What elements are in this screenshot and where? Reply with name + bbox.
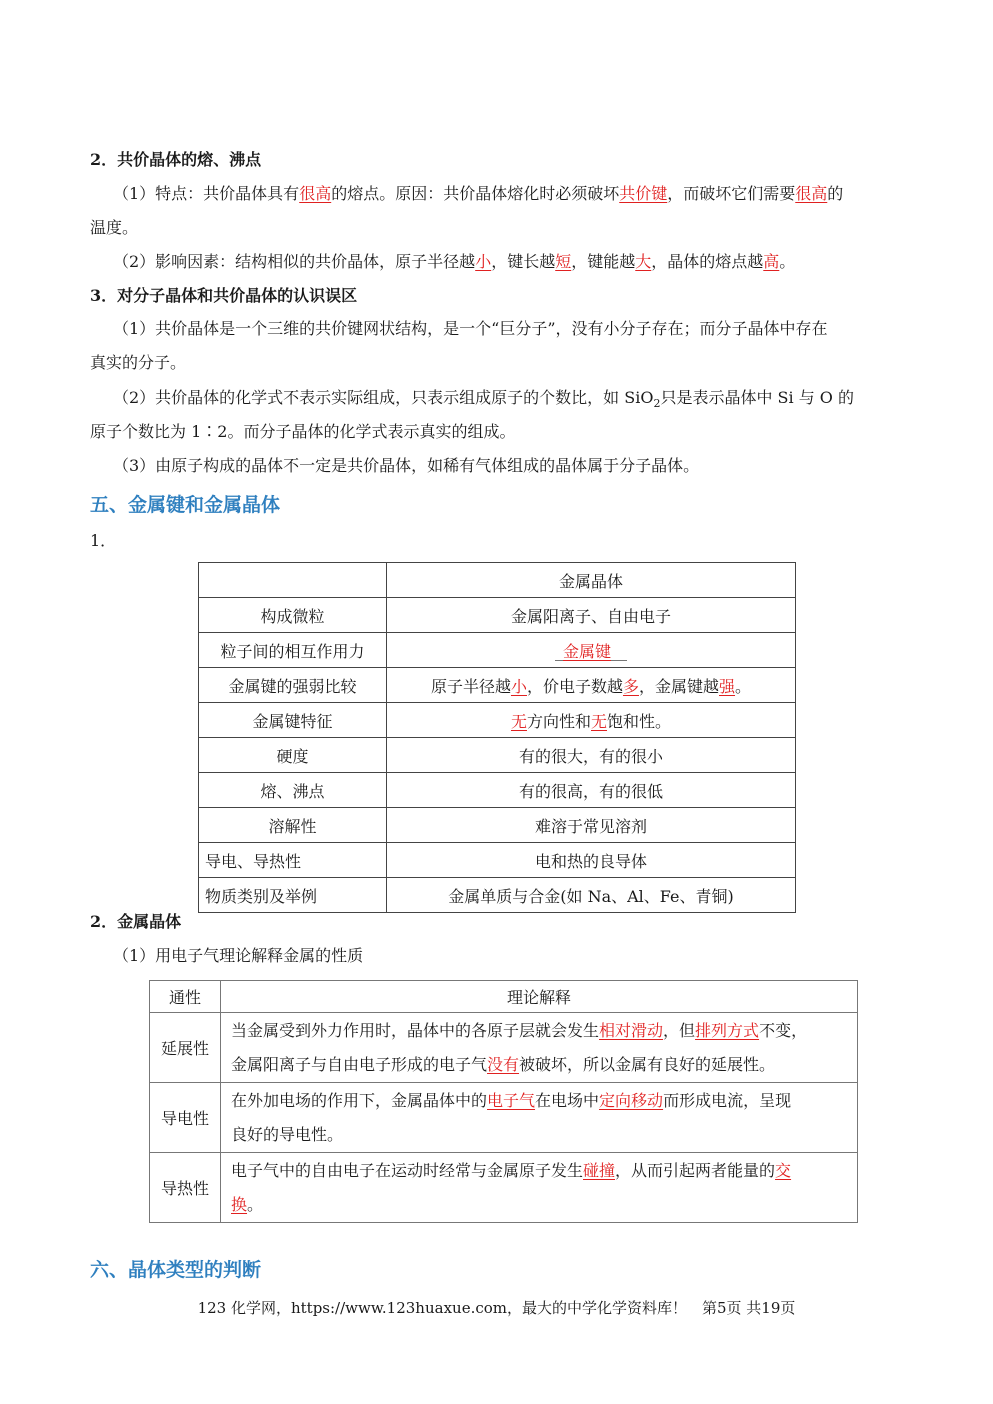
table-row: 金属键特征 无方向性和无饱和性。 xyxy=(199,703,796,738)
section-3-title: 3．对分子晶体和共价晶体的认识误区 xyxy=(90,286,358,305)
section-2-metal-title: 2．金属晶体 xyxy=(90,912,182,931)
answer-blank: 无 xyxy=(510,711,527,731)
electron-gas-table xyxy=(149,980,858,1223)
table-row: 延展性 当金属受到外力作用时，晶体中的各原子层就会发生相对滑动，但排列方式不变， 金属阳离子与自由电子形成的电子气没有被破坏，所以金属有良好的延展性。 xyxy=(150,1013,858,1083)
answer-blank: 碰撞 xyxy=(583,1160,616,1180)
answer-blank: 交 xyxy=(775,1160,792,1180)
answer-blank: 相对滑动 xyxy=(599,1020,664,1040)
paragraph: （1）共价晶体是一个三维的共价键网状结构，是一个“巨分子”，没有小分子存在；而分子晶体中存在 xyxy=(113,319,828,338)
answer-blank: 小 xyxy=(475,252,492,271)
section-heading: 六、晶体类型的判断 xyxy=(90,1259,262,1281)
paragraph-continued: 原子个数比为 1∶2。而分子晶体的化学式表示真实的组成。 xyxy=(90,422,516,441)
table-header-row: 通性 理论解释 xyxy=(150,981,858,1013)
paragraph-continued: 温度。 xyxy=(90,218,139,237)
table-row: 溶解性 难溶于常见溶剂 xyxy=(199,808,796,843)
section-2-title: 2．共价晶体的熔、沸点 xyxy=(90,150,262,169)
paragraph: （1）特点：共价晶体具有很高的熔点。原因：共价晶体熔化时必须破坏共价键，而破坏它们需要很高的 xyxy=(113,184,844,203)
answer-blank: 无 xyxy=(591,711,608,731)
answer-blank: 强 xyxy=(719,676,736,696)
paragraph: （2）影响因素：结构相似的共价晶体，原子半径越小，键长越短，键能越大，晶体的熔点越高。 xyxy=(113,252,796,271)
table-row: 金属键的强弱比较 原子半径越小，价电子数越多，金属键越强。 xyxy=(199,668,796,703)
metal-crystal-table xyxy=(198,562,796,913)
section-heading: 五、金属键和金属晶体 xyxy=(90,494,281,516)
answer-blank: 很高 xyxy=(299,184,332,203)
paragraph: （2）共价晶体的化学式不表示实际组成，只表示组成原子的个数比，如 SiO$_2$只是表示晶体中 Si 与 O 的 xyxy=(113,388,855,410)
subsection-title: （1）用电子气理论解释金属的性质 xyxy=(113,946,364,965)
table-row: 导热性 电子气中的自由电子在运动时经常与金属原子发生碰撞，从而引起两者能量的交 换。 xyxy=(150,1153,858,1223)
table-row: 导电、导热性 电和热的良导体 xyxy=(199,843,796,878)
answer-blank: 小 xyxy=(510,676,527,696)
list-number: 1． xyxy=(90,531,117,550)
table-row: 粒子间的相互作用力 _金属键__ xyxy=(199,633,796,668)
answer-blank: 多 xyxy=(622,676,639,696)
paragraph: （3）由原子构成的晶体不一定是共价晶体，如稀有气体组成的晶体属于分子晶体。 xyxy=(113,456,700,475)
page-footer: 123 化学网，https://www.123huaxue.com，最大的中学化学资料库！ 第5页 共19页 xyxy=(197,1299,796,1317)
answer-blank: 高 xyxy=(763,252,780,271)
paragraph-continued: 真实的分子。 xyxy=(90,353,187,372)
answer-blank: 电子气 xyxy=(487,1090,536,1110)
table-row: 物质类别及举例 金属单质与合金(如 Na、Al、Fe、青铜) xyxy=(199,878,796,913)
table-row: 构成微粒 金属阳离子、自由电子 xyxy=(199,598,796,633)
table-row: 硬度 有的很大，有的很小 xyxy=(199,738,796,773)
answer-blank: 没有 xyxy=(487,1054,520,1074)
answer-blank: 很高 xyxy=(795,184,828,203)
table-row: 金属晶体 xyxy=(199,563,796,598)
answer-blank: 金属键 xyxy=(562,641,611,661)
answer-blank: 短 xyxy=(555,252,572,271)
table-row: 导电性 在外加电场的作用下，金属晶体中的电子气在电场中定向移动而形成电流，呈现 良好的导电性。 xyxy=(150,1083,858,1153)
answer-blank: 大 xyxy=(635,252,652,271)
answer-blank: 换 xyxy=(231,1194,248,1214)
answer-blank: 定向移动 xyxy=(599,1090,664,1110)
answer-blank: 共价键 xyxy=(619,184,668,203)
table-row: 熔、沸点 有的很高，有的很低 xyxy=(199,773,796,808)
answer-blank: 排列方式 xyxy=(695,1020,760,1040)
